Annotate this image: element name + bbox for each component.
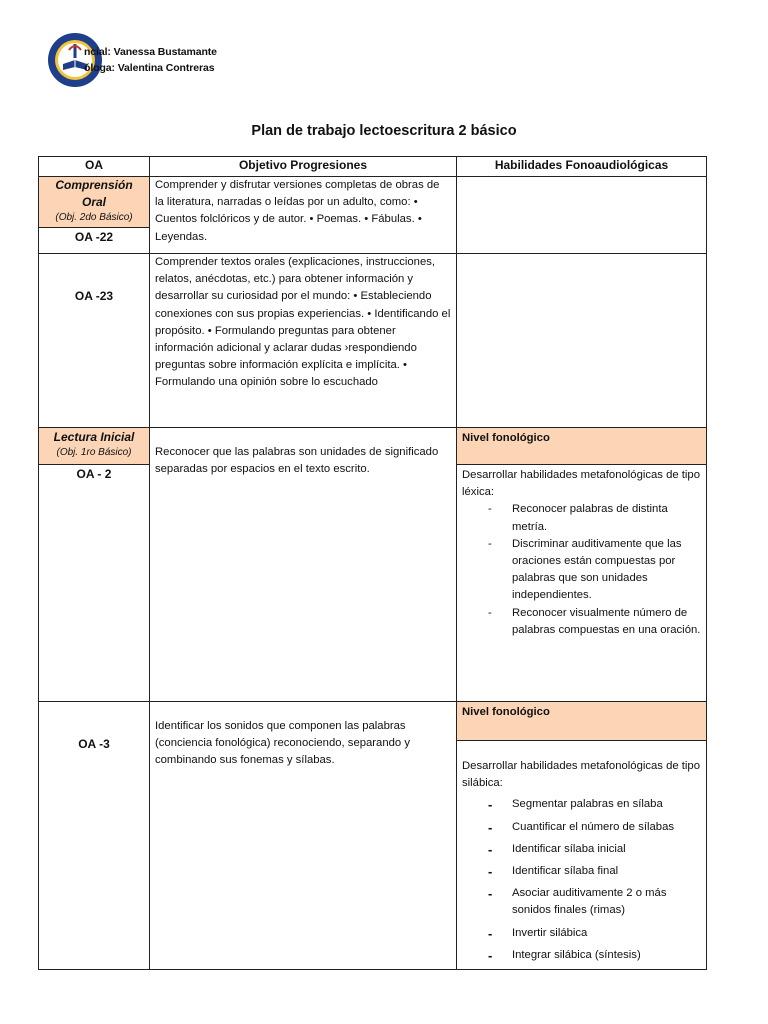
list-item: - Identificar sílaba inicial: [512, 841, 701, 858]
table-row: [39, 428, 707, 702]
list-item: - Cuantificar el número de sílabas: [512, 819, 701, 836]
work-plan-table: [38, 156, 707, 970]
skill-list: [462, 796, 701, 964]
list-item: - Discriminar auditivamente que las oraciones están compuestas por palabras que son unidades independientes.: [512, 536, 701, 605]
objective-cell: Comprender y disfrutar versiones completas de obras de la literatura, narradas o leídas por un adulto, como: • Cuentos folclóricos y de autor. • Poemas. • Fábulas. • Leyendas.: [150, 177, 457, 254]
objective-cell: [150, 702, 457, 970]
objective-text: Identificar los sonidos que componen las palabras (conciencia fonológica) reconociendo, separando y combinando sus fonemas y sílabas.: [155, 720, 410, 767]
objective-cell: [150, 428, 457, 702]
header-line-1: ncial: Vanessa Bustamante: [84, 46, 217, 58]
section-subtitle: (Obj. 1ro Básico): [56, 447, 132, 458]
oa-code: OA -22: [74, 230, 114, 244]
list-item: - Invertir silábica: [512, 925, 701, 942]
level-label: Nivel fonológico: [457, 702, 706, 741]
skills-cell: [457, 254, 707, 428]
section-subtitle: (Obj. 2do Básico): [55, 212, 133, 223]
skills-cell: [457, 177, 707, 254]
school-seal-logo: [47, 32, 103, 88]
document-title: Plan de trabajo lectoescritura 2 básico: [251, 123, 517, 139]
skill-intro: Desarrollar habilidades metafonológicas de tipo léxica:: [462, 469, 701, 499]
oa-cell: [39, 177, 150, 254]
section-name: Lectura Inicial: [53, 430, 135, 444]
skill-list: [462, 501, 701, 639]
column-header-objective: Objetivo Progresiones: [150, 157, 457, 177]
oa-cell: [39, 702, 150, 970]
table-row: [39, 702, 707, 970]
table-header-row: [39, 157, 707, 177]
section-label: [39, 177, 149, 228]
level-label: Nivel fonológico: [457, 428, 706, 465]
skills-cell: [457, 428, 707, 702]
oa-cell: [39, 428, 150, 702]
oa-code: OA -23: [74, 289, 114, 303]
objective-text: Reconocer que las palabras son unidades de significado separadas por espacios en el texto escrito.: [155, 446, 439, 476]
column-header-skills: Habilidades Fonoaudiológicas: [457, 157, 707, 177]
list-item: - Integrar silábica (síntesis): [512, 947, 701, 964]
column-header-oa: OA: [39, 157, 150, 177]
list-item: - Segmentar palabras en sílaba: [512, 796, 701, 813]
objective-cell: Comprender textos orales (explicaciones, instrucciones, relatos, anécdotas, etc.) para obtener información y desarrollar su curiosidad por el mundo: • Estableciendo conexiones con sus propias experiencias. • Identificando el propósito. • Formulando preguntas para obtener información adicional y aclarar dudas ›respondiendo preguntas sobre información explícita e implícita. • Formulando una opinión sobre lo escuchado: [150, 254, 457, 428]
list-item: - Reconocer palabras de distinta metría.: [512, 501, 701, 535]
oa-cell: [39, 254, 150, 428]
list-item: - Reconocer visualmente número de palabras compuestas en una oración.: [512, 605, 701, 639]
list-item: - Asociar auditivamente 2 o más sonidos finales (rimas): [512, 885, 701, 919]
oa-code: OA -3: [78, 737, 110, 751]
list-item: - Identificar sílaba final: [512, 863, 701, 880]
section-label: [39, 428, 149, 465]
skill-intro: Desarrollar habilidades metafonológicas de tipo silábica:: [462, 760, 701, 790]
header-line-2: óloga: Valentina Contreras: [84, 62, 215, 74]
oa-code: OA - 2: [76, 467, 112, 481]
table-row: [39, 254, 707, 428]
section-name: Comprensión Oral: [55, 178, 133, 209]
table-row: [39, 177, 707, 254]
skills-cell: [457, 702, 707, 970]
